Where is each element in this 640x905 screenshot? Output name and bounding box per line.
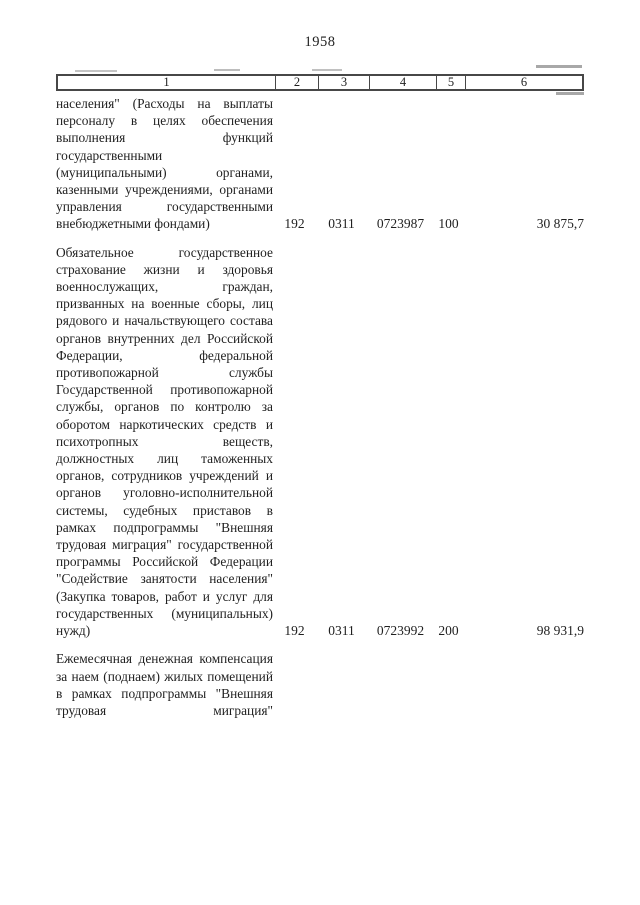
row-expense-type-code: 200: [438, 623, 459, 639]
row-description: населения" (Расходы на выплаты персоналу в целях обеспечения выполнения функций государственными (муниципальными) органами, казенными учреждениями, органами управления государственными внебюджетными фондами): [56, 96, 273, 232]
header-col-3: 3: [318, 76, 369, 89]
header-col-1: 1: [163, 76, 170, 89]
header-col-5: 5: [436, 76, 465, 89]
header-col-2: 2: [275, 76, 318, 89]
row-chapter-code: 192: [284, 623, 305, 639]
table-header-row: [56, 74, 584, 91]
row-amount: 30 875,7: [536, 216, 584, 232]
row-section-code: 0311: [328, 623, 355, 639]
row-description: Ежемесячная денежная компенсация за наем (поднаем) жилых помещений в рамках подпрограммы "Внешняя трудовая миграция": [56, 651, 273, 718]
page-number: 1958: [304, 34, 336, 50]
row-chapter-code: 192: [284, 216, 305, 232]
scan-artifact: [214, 69, 240, 71]
header-col-4: 4: [369, 76, 436, 89]
scan-artifact: [312, 69, 342, 71]
table-body: [56, 95, 584, 719]
row-amount: 98 931,9: [536, 623, 584, 639]
scan-artifact: [75, 70, 117, 72]
row-description: Обязательное государственное страхование жизни и здоровья военнослужащих, граждан, призванных на военные сборы, лиц рядового и начальствующего состава органов внутренних дел Российской Федерации, федеральной противопожарной службы Государственной противопожарной службы, органов по контролю за оборотом наркотических средств и психотропных веществ, должностных лиц таможенных органов, сотрудников учреждений и органов уголовно-исполнительной системы, судебных приставов в рамках подпрограммы "Внешняя трудовая миграция" государственной программы Российской Федерации "Содействие занятости населения" (Закупка товаров, работ и услуг для государственных (муниципальных) нужд): [56, 244, 273, 639]
table-row: [56, 244, 584, 640]
budget-table: [56, 74, 584, 730]
row-section-code: 0311: [328, 216, 355, 232]
scan-artifact: [536, 65, 582, 68]
table-row: [56, 650, 584, 719]
table-row: [56, 95, 584, 233]
header-col-6: 6: [465, 76, 582, 89]
row-target-article-code: 0723987: [376, 216, 425, 232]
row-target-article-code: 0723992: [376, 623, 425, 639]
row-expense-type-code: 100: [438, 216, 459, 232]
